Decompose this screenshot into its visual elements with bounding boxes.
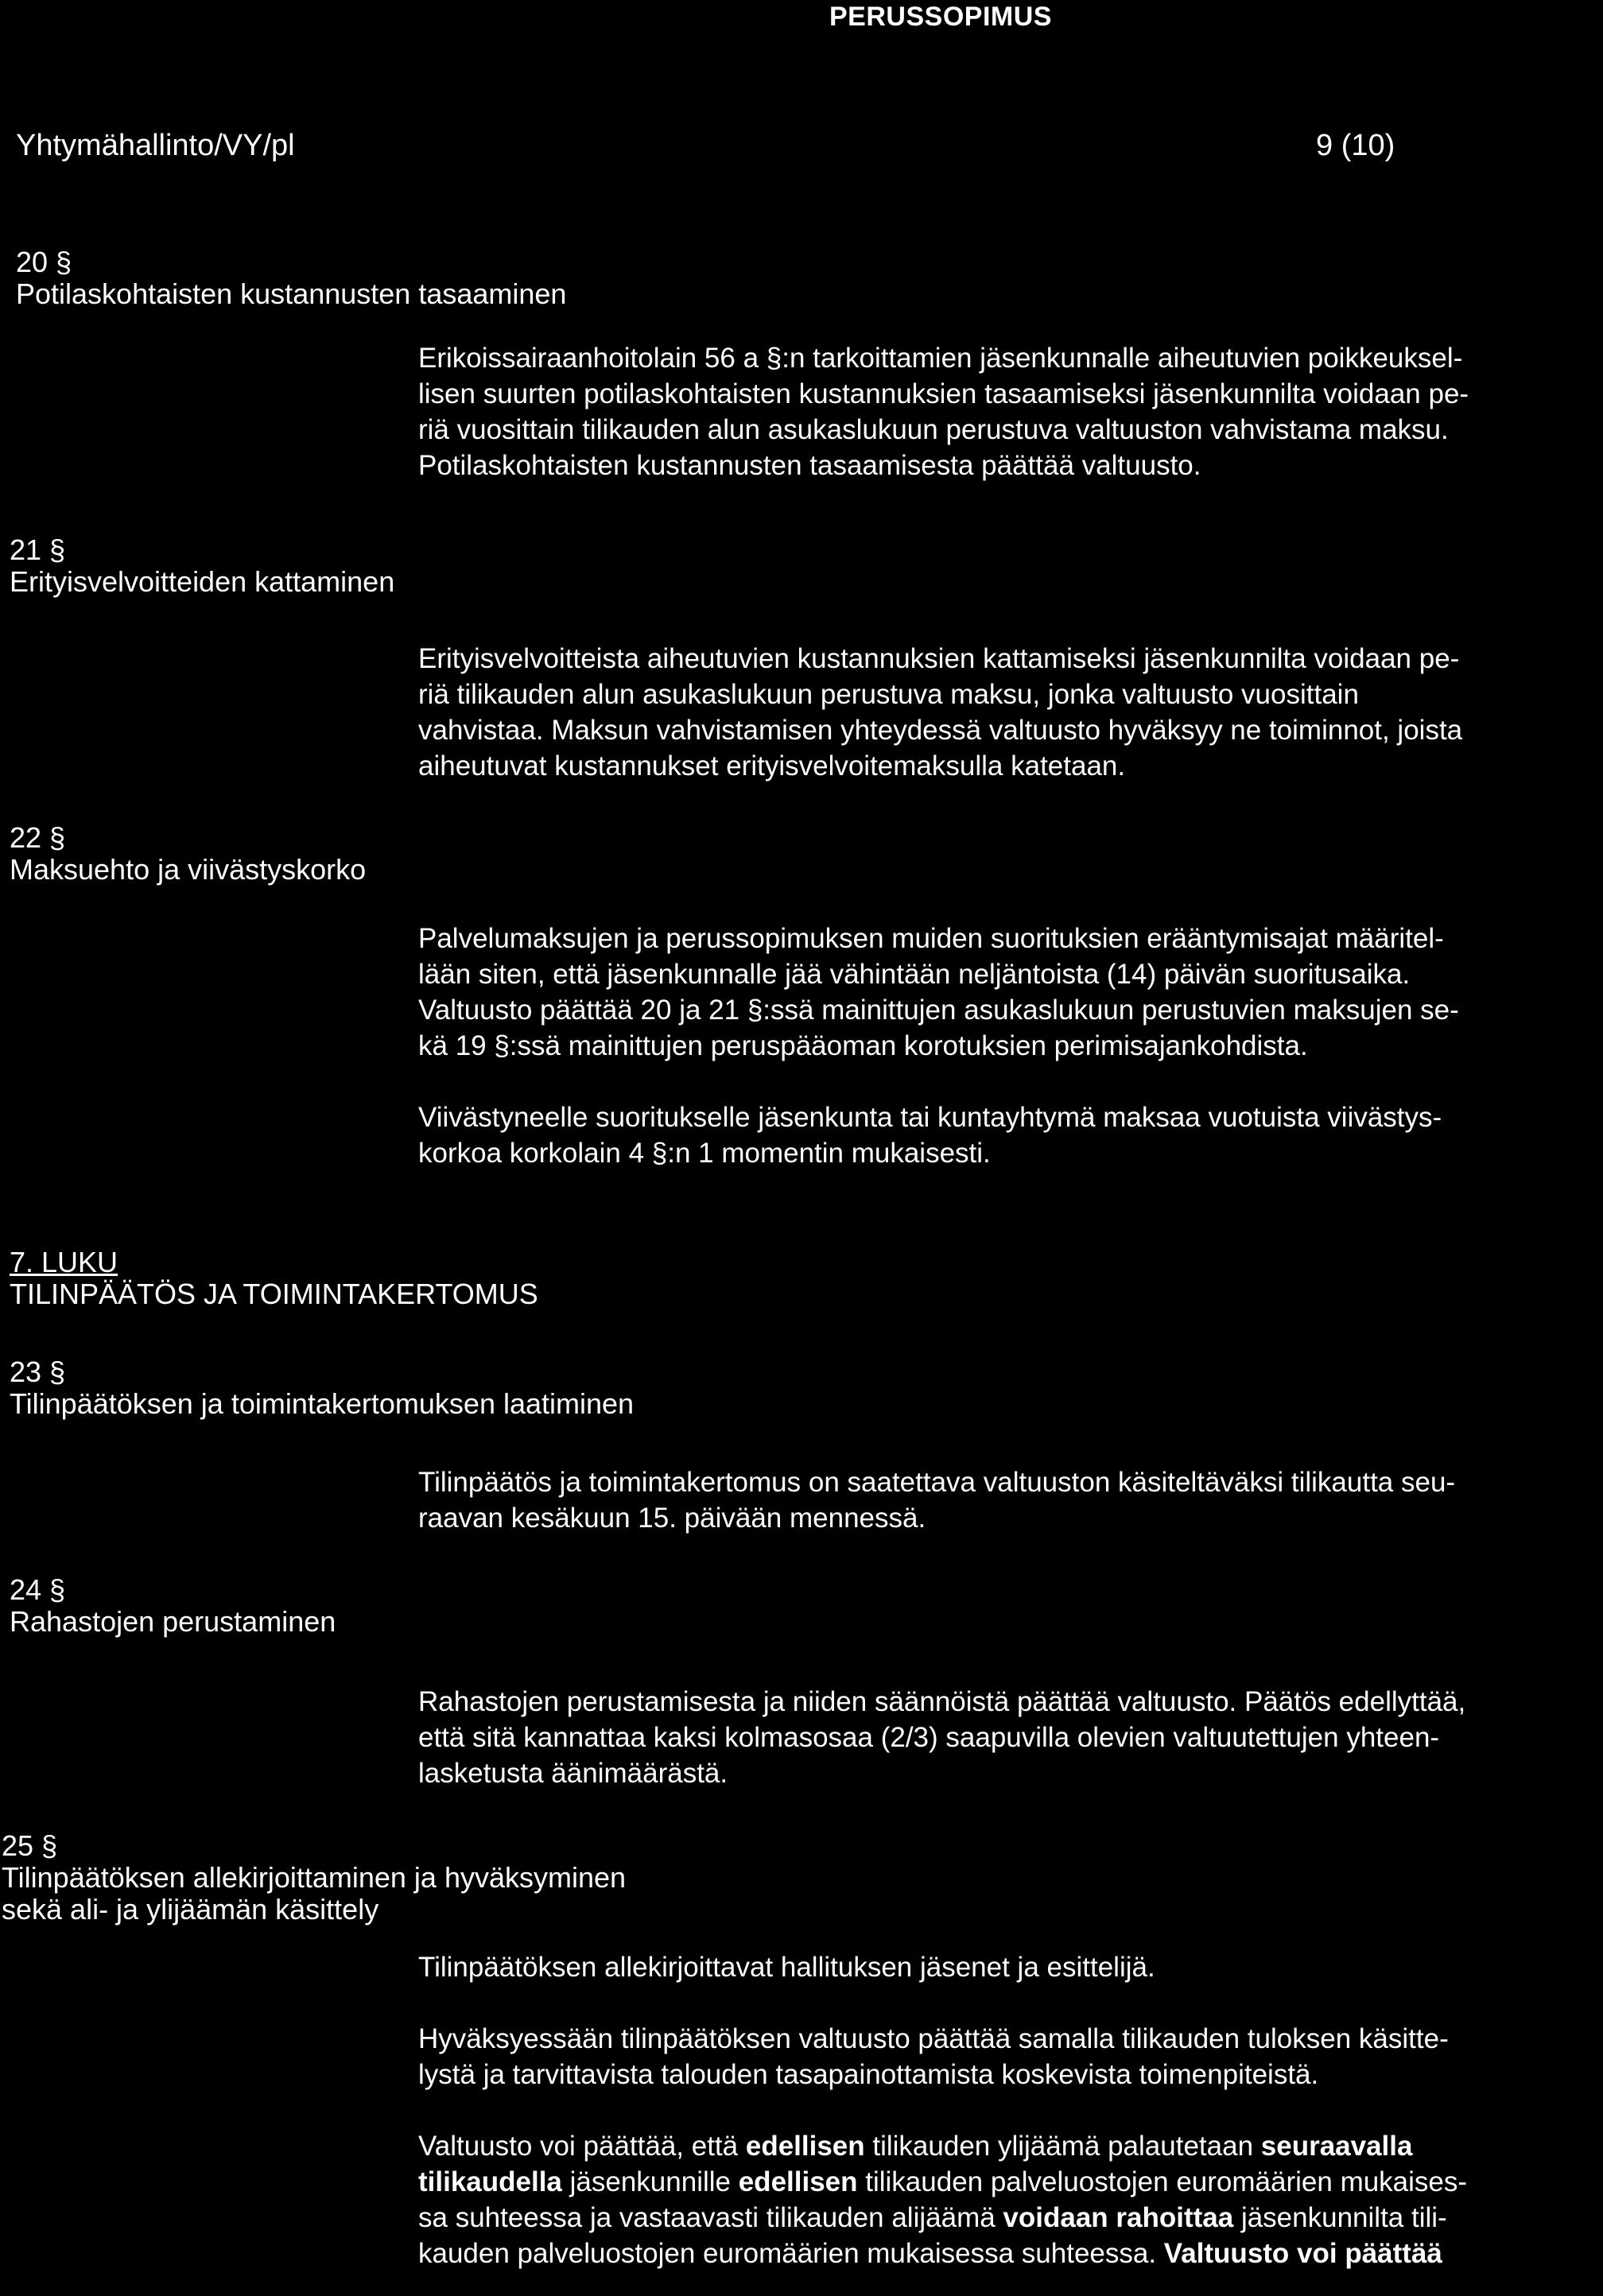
section-number: 25 § bbox=[2, 1829, 58, 1862]
section-22-text: Palvelumaksujen ja perussopimuksen muiden suorituksien erääntymisajat määritel- lään siten, että jäsenkunnalle jää vähintään neljäntoista (14) päivän suoritusaika. Valtuusto päättää 20 ja 21 §:ssä mainittujen asukaslukuun perustuvien maksujen se- kä 19 §:ssä mainittujen peruspääoman korotuksien perimisajankohdista. Viivästyneelle suoritukselle jäsenkunta tai kuntayhtymä maksaa vuotuista viivästys- korkoa korkolain 4 §:n 1 momentin mukaisesti. bbox=[418, 923, 1459, 1169]
section-number: 24 § bbox=[10, 1573, 66, 1606]
section-25-heading bbox=[2, 1830, 626, 1926]
section-23-text: Tilinpäätös ja toimintakertomus on saatettava valtuuston käsiteltäväksi tilikautta seu- raavan kesäkuun 15. päivään mennessä. bbox=[418, 1467, 1456, 1534]
section-24-text: Rahastojen perustamisesta ja niiden säännöistä päättää valtuusto. Päätös edellyttää, että sitä kannattaa kaksi kolmasosaa (2/3) saapuvilla olevien valtuutettujen yhteen- lasketusta äänimäärästä. bbox=[418, 1686, 1466, 1789]
section-23-heading bbox=[10, 1356, 634, 1420]
section-title: Erityisvelvoitteiden kattaminen bbox=[10, 565, 395, 598]
section-25-text: Tilinpäätöksen allekirjoittavat hallituksen jäsenet ja esittelijä. Hyväksyessään tilinpäätöksen valtuusto päättää samalla tilikauden tuloksen käsitte- lystä ja tarvittavista talouden tasapainottamista koskevista toimenpiteistä. Valtuusto voi päättää, että edellisen tilikauden ylijäämä palautetaan seuraavalla tilikaudella jäsenkunnille edellisen tilikauden palveluostojen euromäärien mukaises- sa suhteessa ja vastaavasti tilikauden alijäämä voidaan rahoittaa jäsenkunnilta tili- kauden palveluostojen euromäärien mukaisessa suhteessa. Valtuusto voi päättää bbox=[418, 1952, 1468, 2269]
chapter-title: TILINPÄÄTÖS JA TOIMINTAKERTOMUS bbox=[10, 1278, 538, 1310]
section-22-heading bbox=[10, 822, 366, 886]
chapter-label: 7. LUKU bbox=[10, 1246, 118, 1278]
section-title: Maksuehto ja viivästyskorko bbox=[10, 853, 367, 886]
section-title: Tilinpäätöksen ja toimintakertomuksen laatiminen bbox=[10, 1387, 635, 1420]
section-20-text: Erikoissairaanhoitolain 56 a §:n tarkoittamien jäsenkunnalle aiheutuvien poikkeuksel- lisen suurten potilaskohtaisten kustannuksien tasaamiseksi jäsenkunnilta voidaan pe- riä vuosittain tilikauden alun asukaslukuun perustuva valtuuston vahvistama maksu. Potilaskohtaisten kustannusten tasaamisesta päättää valtuusto. bbox=[418, 343, 1469, 481]
section-title-continued: sekä ali- ja ylijäämän käsittely bbox=[2, 1893, 379, 1926]
section-number: 22 § bbox=[10, 821, 66, 854]
section-number: 21 § bbox=[10, 533, 66, 566]
document-reference: Yhtymähallinto/VY/pl bbox=[16, 129, 295, 162]
document-title: PERUSSOPIMUS bbox=[829, 2, 1052, 32]
section-number: 20 § bbox=[16, 246, 72, 278]
section-21-text: Erityisvelvoitteista aiheutuvien kustannuksien kattamiseksi jäsenkunnilta voidaan pe- riä tilikauden alun asukaslukuun perustuva maksu, jonka valtuusto vuosittain vahvistaa. Maksun vahvistamisen yhteydessä valtuusto hyväksyy ne toiminnot, joista aiheutuvat kustannukset erityisvelvoitemaksulla katetaan. bbox=[418, 643, 1463, 781]
section-24-heading bbox=[10, 1574, 336, 1638]
page-number: 9 (10) bbox=[1316, 129, 1395, 162]
section-title: Rahastojen perustaminen bbox=[10, 1605, 336, 1638]
section-20-heading bbox=[16, 246, 566, 310]
section-title: Tilinpäätöksen allekirjoittaminen ja hyväksyminen bbox=[2, 1861, 627, 1894]
section-21-heading bbox=[10, 534, 394, 598]
section-number: 23 § bbox=[10, 1355, 66, 1388]
chapter-heading bbox=[10, 1247, 538, 1310]
section-title: Potilaskohtaisten kustannusten tasaaminen bbox=[16, 277, 567, 310]
